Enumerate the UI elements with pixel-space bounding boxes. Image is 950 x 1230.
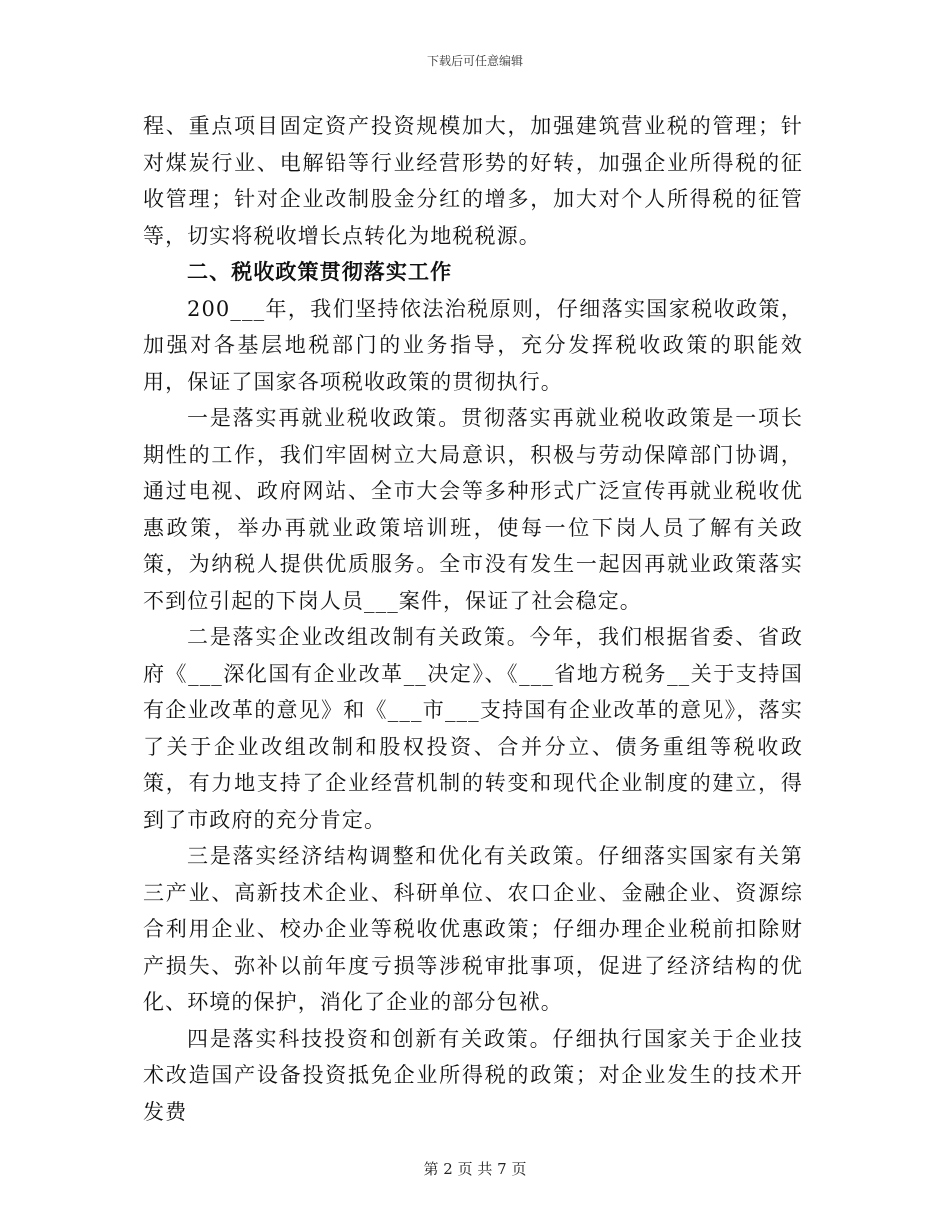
section-heading: 二、税收政策贯彻落实工作	[187, 260, 453, 284]
document-body	[143, 108, 803, 1130]
paragraph-intro: 200___年，我们坚持依法治税原则，仔细落实国家税收政策，加强对各基层地税部门的业务指导，充分发挥税收政策的职能效用，保证了国家各项税收政策的贯彻执行。	[143, 296, 803, 394]
paragraph-enterprise-reform: 二是落实企业改组改制有关政策。今年，我们根据省委、省政府《___深化国有企业改革__决定》、《___省地方税务__关于支持国有企业改革的意见》和《___市___支持国有企业改革的意见》，落实了关于企业改组改制和股权投资、合并分立、债务重组等税收政策，有力地支持了企业经营机制的转变和现代企业制度的建立，得到了市政府的充分肯定。	[143, 625, 803, 832]
paragraph-tech-investment: 四是落实科技投资和创新有关政策。仔细执行国家关于企业技术改造国产设备投资抵免企业所得税的政策；对企业发生的技术开发费	[143, 1026, 803, 1124]
paragraph-reemployment: 一是落实再就业税收政策。贯彻落实再就业税收政策是一项长期性的工作，我们牢固树立大局意识，积极与劳动保障部门协调，通过电视、政府网站、全市大会等多种形式广泛宣传再就业税收优惠政策，举办再就业政策培训班，使每一位下岗人员了解有关政策，为纳税人提供优质服务。全市没有发生一起因再就业政策落实不到位引起的下岗人员___案件，保证了社会稳定。	[143, 406, 803, 613]
page-header: 下载后可任意编辑	[426, 54, 523, 68]
paragraph-economic-structure: 三是落实经济结构调整和优化有关政策。仔细落实国家有关第三产业、高新技术企业、科研单位、农口企业、金融企业、资源综合利用企业、校办企业等税收优惠政策；仔细办理企业税前扣除财产损失、弥补以前年度亏损等涉税审批事项，促进了经济结构的优化、环境的保护，消化了企业的部分包袱。	[143, 844, 803, 1014]
page-footer: 第 2 页 共 7 页	[423, 1160, 527, 1178]
paragraph-continuation: 程、重点项目固定资产投资规模加大，加强建筑营业税的管理；针对煤炭行业、电解铅等行业经营形势的好转，加强企业所得税的征收管理；针对企业改制股金分红的增多，加大对个人所得税的征管等，切实将税收增长点转化为地税税源。	[143, 114, 803, 248]
